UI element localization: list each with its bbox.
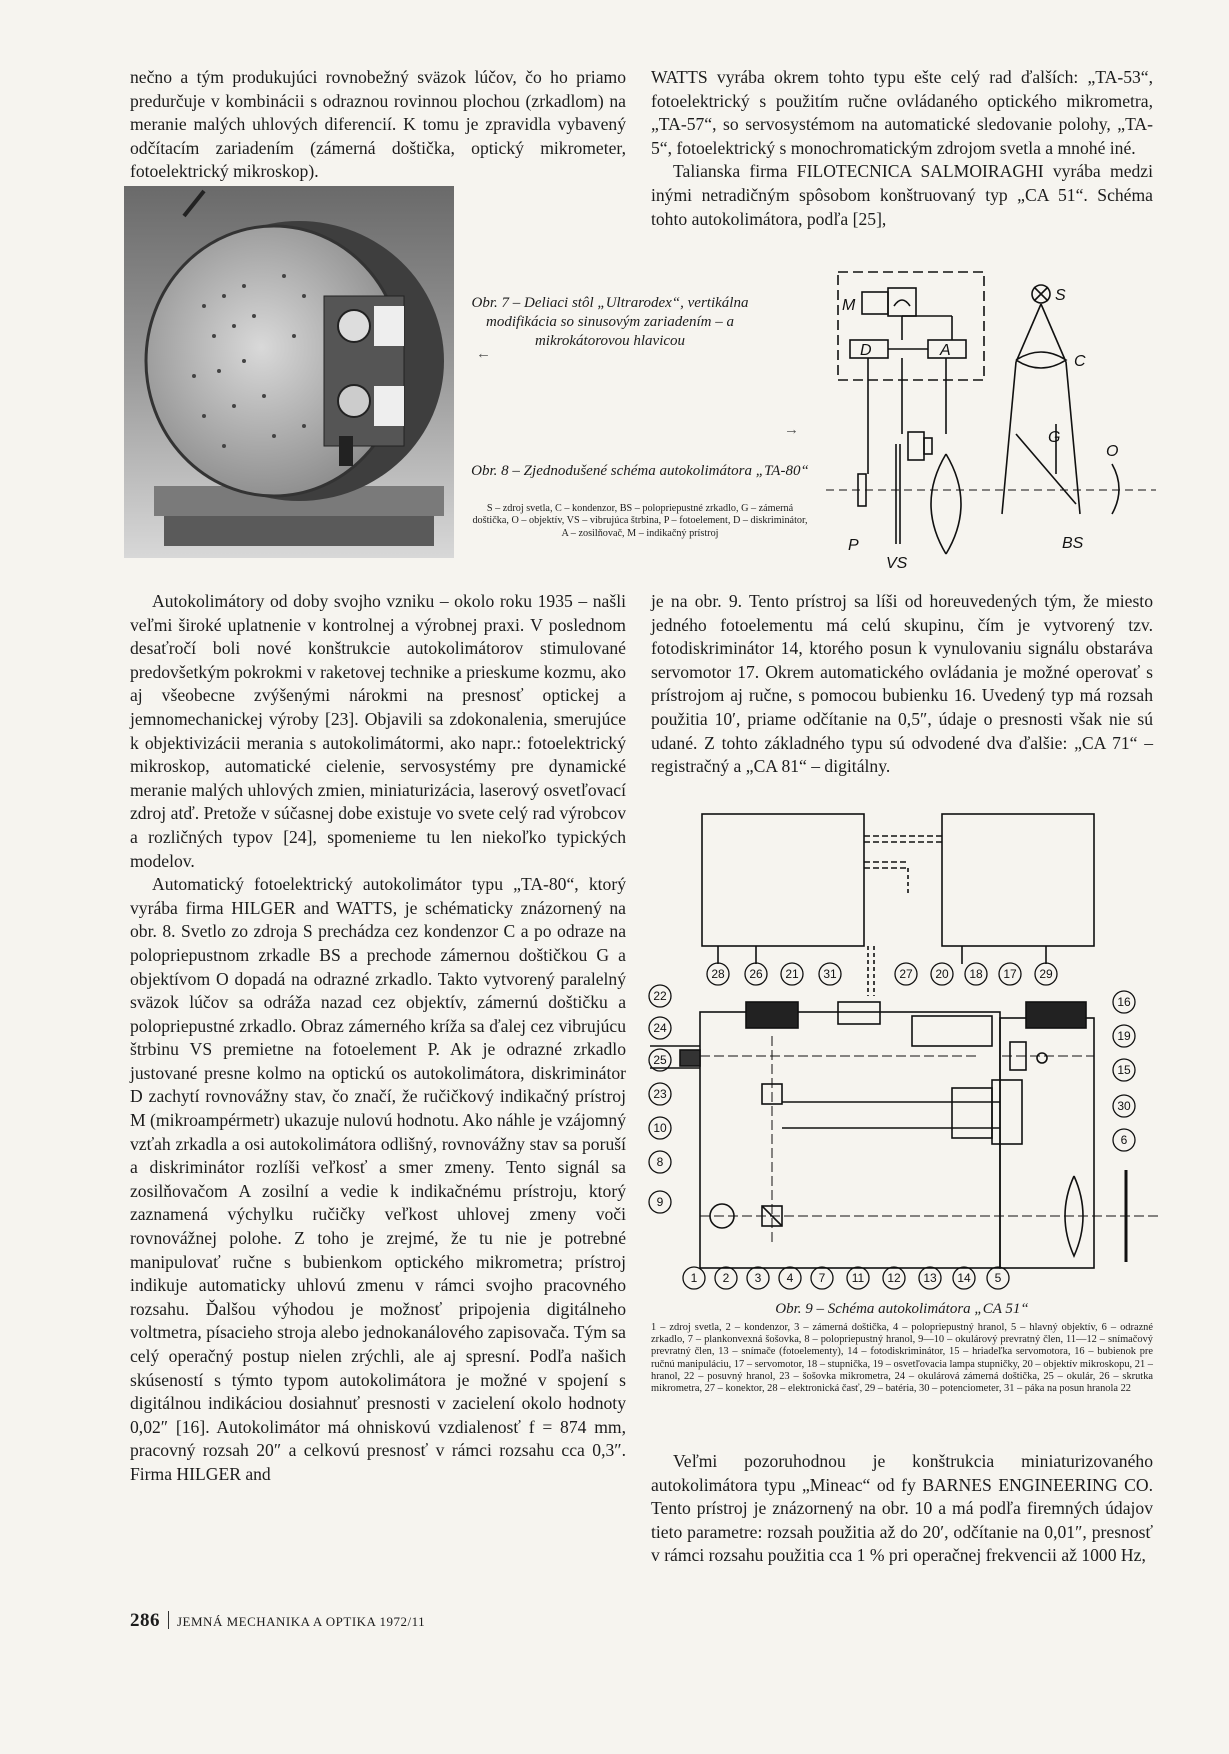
callout-28: 28	[711, 967, 725, 981]
top-right-text	[651, 66, 1153, 231]
bottom-left-text	[130, 590, 626, 1487]
callout-15: 15	[1117, 1063, 1131, 1077]
label-g: G	[1048, 429, 1061, 446]
figure-9-legend: 1 – zdroj svetla, 2 – kondenzor, 3 – zámerná doštička, 4 – polopriepustný hranol, 5 – hlavný objektív, 6 – odrazné zrkadlo, 7 – plankonvexná šošovka, 8 – polopriepustný hranol, 9—10 – okulárový prevratný člen, 11—12 – snímačový prevratný člen, 13 – snímače (fotoelementy), 14 – fotodiskriminátor, 15 – hriadeľka servomotora, 16 – bubienok pre ručnú manipuláciu, 17 – servomotor, 18 – stupnička, 19 – osvetľovacia lampa stupničky, 20 – objektív mikroskopu, 21 – hranol, 22 – posuvný hranol, 23 – šošovka mikrometra, 24 – okulárová zámerná doštička, 25 – okulár, 26 – skrutka mikrometra, 27 – konektor, 28 – elektronická časť, 29 – batéria, 30 – potenciometer, 31 – páka na posun hranola 22	[651, 1322, 1153, 1395]
callout-25: 25	[653, 1053, 667, 1067]
figure-7-caption: Obr. 7 – Deliaci stôl „Ultrarodex“, vertikálna modifikácia so sinusovým zariadením – a mikrokátorovou hlavicou	[471, 295, 749, 349]
paragraph: WATTS vyrába okrem tohto typu ešte celý rad ďalších: „TA-53“, fotoelektrický s použitím ručne ovládaného optického mikrometra, „TA-57“, so servosystémom na automatické sledovanie polohy, „TA-5“, fotoelektrický s monochromatickým zdrojom svetla a mnohé iné.	[651, 67, 1153, 158]
bottom-right-text-2	[651, 1450, 1153, 1568]
paragraph: je na obr. 9. Tento prístroj sa líši od horeuvedených tým, že miesto jedného fotoelementu má celú skupinu, čím je vytvorený tzv. fotodiskriminátor 14, ktorého posun k vynulovaniu signálu obstaráva servomotor 17. Okrem automatického ovládania je možné operovať s prístrojom aj ručne, s pomocou bubienku 16. Uvedený typ má rozsah použitia 10′, priame odčítanie na 0,5″, údaje o presnosti však nie sú udané. Z tohto základného typu sú odvodené dva ďalšie: „CA 71“ – registračný a „CA 81“ – digitálny.	[651, 591, 1153, 777]
callout-20: 20	[935, 967, 949, 981]
callout-21: 21	[785, 967, 799, 981]
callout-19: 19	[1117, 1029, 1131, 1043]
callout-13: 13	[923, 1271, 937, 1285]
label-c: C	[1074, 353, 1086, 370]
label-bs: BS	[1062, 535, 1084, 552]
callout-31: 31	[823, 967, 837, 981]
callout-23: 23	[653, 1087, 667, 1101]
figure-8-caption: Obr. 8 – Zjednodušené schéma autokolimátora „TA-80“	[471, 463, 809, 479]
paragraph: Automatický fotoelektrický autokolimátor typu „TA-80“, ktorý vyrába firma HILGER and WATTS, je schématicky znázornený na obr. 8. Svetlo zo zdroja S prechádza cez kondenzor C a po odraze na polopriepustnom zrkadle BS a prechode zámernou doštičkou G a objektívom O dopadá na odrazné zrkadlo. Takto vytvorený paralelný sväzok lúčov sa odráža nazad cez objektív, zámernú doštičku a polopriepustné zrkadlo. Obraz zámerného kríža sa ďalej cez vibrujúcu štrbinu VS premietne na fotoelement P. Ak je odrazné zrkadlo justované presne kolmo na optickú os autokolimátora, diskriminátor D zachytí rovnovážny stav, čo značí, že ručičkový indikačný prístroj M (mikroampérmetr) ukazuje nulovú hodnotu. Ako náhle je vzájomný vzťah zrkadla a osi autokolimátora odlišný, rovnovážny stav sa poruší a diskriminátor rozlíši veľkosť a smer zmeny. Tento signál sa zosilňovačom A zosilní a vedie k indikačnému prístroju, ktorý zaznamená výchylku ručičky veľkost uhlovej zmeny voči rovnovážnej polohe. Z toho je zrejmé, že tu nie je potrebné manipulovať ručne s bubienkom optického mikrometra; prístroj indikuje automaticky uhlovú zmenu v rámci svojho pracovného rozsahu. Ďalšou výhodou je možnosť pripojenia digitálneho voltmetra, písacieho stroja alebo jednokanálového zapisovača. Tým sa celý operačný postup nielen zrýchli, ale aj spresní. Podľa našich skúseností s týmto typom autokolimátora je možné v spojení s digitálnou indikáciou dosiahnuť presnosti v zacielení okolo hodnoty 0,02″ [16]. Autokolimátor má ohniskovú vzdialenosť f = 874 mm, pracovný rozsah 20″ a celkovú presnosť v rámci rozsahu cca 0,3″. Firma HILGER and	[130, 874, 626, 1484]
callout-16: 16	[1117, 995, 1131, 1009]
paragraph: nečno a tým produkujúci rovnobežný sväzok lúčov, čo ho priamo predurčuje v kombinácii s odraznou rovinnou plochou (zrkadlom) na meranie malých uhlových diferencií. K tomu je zpravidla vybavený odčítacím zariadením (zámerná doštička, optický mikrometer, fotoelektrický mikroskop).	[130, 67, 626, 182]
callout-26: 26	[749, 967, 763, 981]
label-s: S	[1055, 287, 1066, 304]
paragraph: Talianska firma FILOTECNICA SALMOIRAGHI vyrába medzi inými netradičným spôsobom konštruovaný typ „CA 51“. Schéma tohto autokolimátora, podľa [25],	[651, 161, 1153, 229]
callout-29: 29	[1039, 967, 1053, 981]
callout-12: 12	[887, 1271, 901, 1285]
callout-1: 1	[690, 1271, 698, 1285]
journal-name: JEMNÁ MECHANIKA A OPTIKA 1972/11	[177, 1614, 426, 1629]
callout-2: 2	[722, 1271, 730, 1285]
bottom-right-text	[651, 590, 1153, 779]
figure-8-legend: S – zdroj svetla, C – kondenzor, BS – polopriepustné zrkadlo, G – zámerná doštička, O – objektív, VS – vibrujúca štrbina, P – fotoelement, D – diskriminátor, A – zosilňovač, M – indikačný prístroj	[472, 503, 808, 539]
figure-7-photo	[124, 186, 454, 558]
callout-5: 5	[994, 1271, 1002, 1285]
label-o: O	[1106, 443, 1119, 460]
arrow-right-icon: →	[784, 422, 799, 438]
callout-10: 10	[653, 1121, 667, 1135]
label-vs: VS	[886, 555, 908, 572]
paragraph: Autokolimátory od doby svojho vzniku – okolo roku 1935 – našli veľmi široké uplatnenie v kontrolnej a výrobnej praxi. V poslednom desaťročí boli nové konštrukcie autokolimátorov stimulované predovšetkým pokrokmi v raketovej technike a prieskume kozmu, ako aj všeobecne zvýšenými nárokmi na presnosť optickej a jemnomechanickej výroby [23]. Objavili sa zdokonalenia, smerujúce k objektivizácii merania s autokolimátormi, ako napr.: fotoelektrický mikroskop, automatické cielenie, servosystémy pre dynamické meranie malých uhlových zmien, miniaturizácia, laserový osvetľovací zdroj atď. Pretože v súčasnej dobe existuje vo svete celý rad výrobcov a rozličných typov [24], spomenieme tu len niekoľko typických modelov.	[130, 591, 626, 871]
label-p: P	[848, 537, 859, 554]
callout-11: 11	[851, 1271, 865, 1285]
callout-18: 18	[969, 967, 983, 981]
footer-divider	[168, 1611, 169, 1629]
callout-30: 30	[1117, 1099, 1131, 1113]
callout-8: 8	[656, 1155, 664, 1169]
paragraph: Veľmi pozoruhodnou je konštrukcia miniaturizovaného autokolimátora typu „Mineac“ od fy BARNES ENGINEERING CO. Tento prístroj je znázornený na obr. 10 a má podľa firemných údajov tieto parametre: rozsah použitia až do 20′, odčítanie na 0,01″, presnosť v rámci rozsahu použitia cca 1 % pri operačnej frekvencii až 1000 Hz,	[651, 1451, 1153, 1566]
top-left-text	[130, 66, 626, 184]
callout-9: 9	[656, 1195, 664, 1209]
figure-9-caption: Obr. 9 – Schéma autokolimátora „CA 51“	[775, 1301, 1029, 1317]
label-m: M	[842, 297, 856, 314]
label-d: D	[860, 342, 872, 359]
callout-27: 27	[899, 967, 913, 981]
page-footer	[130, 1610, 425, 1632]
callout-17: 17	[1003, 967, 1017, 981]
callout-22: 22	[653, 989, 667, 1003]
label-a: A	[940, 342, 951, 359]
figure-9-schematic	[646, 806, 1158, 1292]
callout-4: 4	[786, 1271, 794, 1285]
callout-24: 24	[653, 1021, 667, 1035]
arrow-left-icon: ←	[476, 346, 491, 362]
callout-6: 6	[1120, 1133, 1128, 1147]
callout-14: 14	[957, 1271, 971, 1285]
callout-7: 7	[818, 1271, 826, 1285]
callout-3: 3	[754, 1271, 762, 1285]
figure-8-schematic	[826, 264, 1156, 572]
page-number: 286	[130, 1610, 160, 1631]
